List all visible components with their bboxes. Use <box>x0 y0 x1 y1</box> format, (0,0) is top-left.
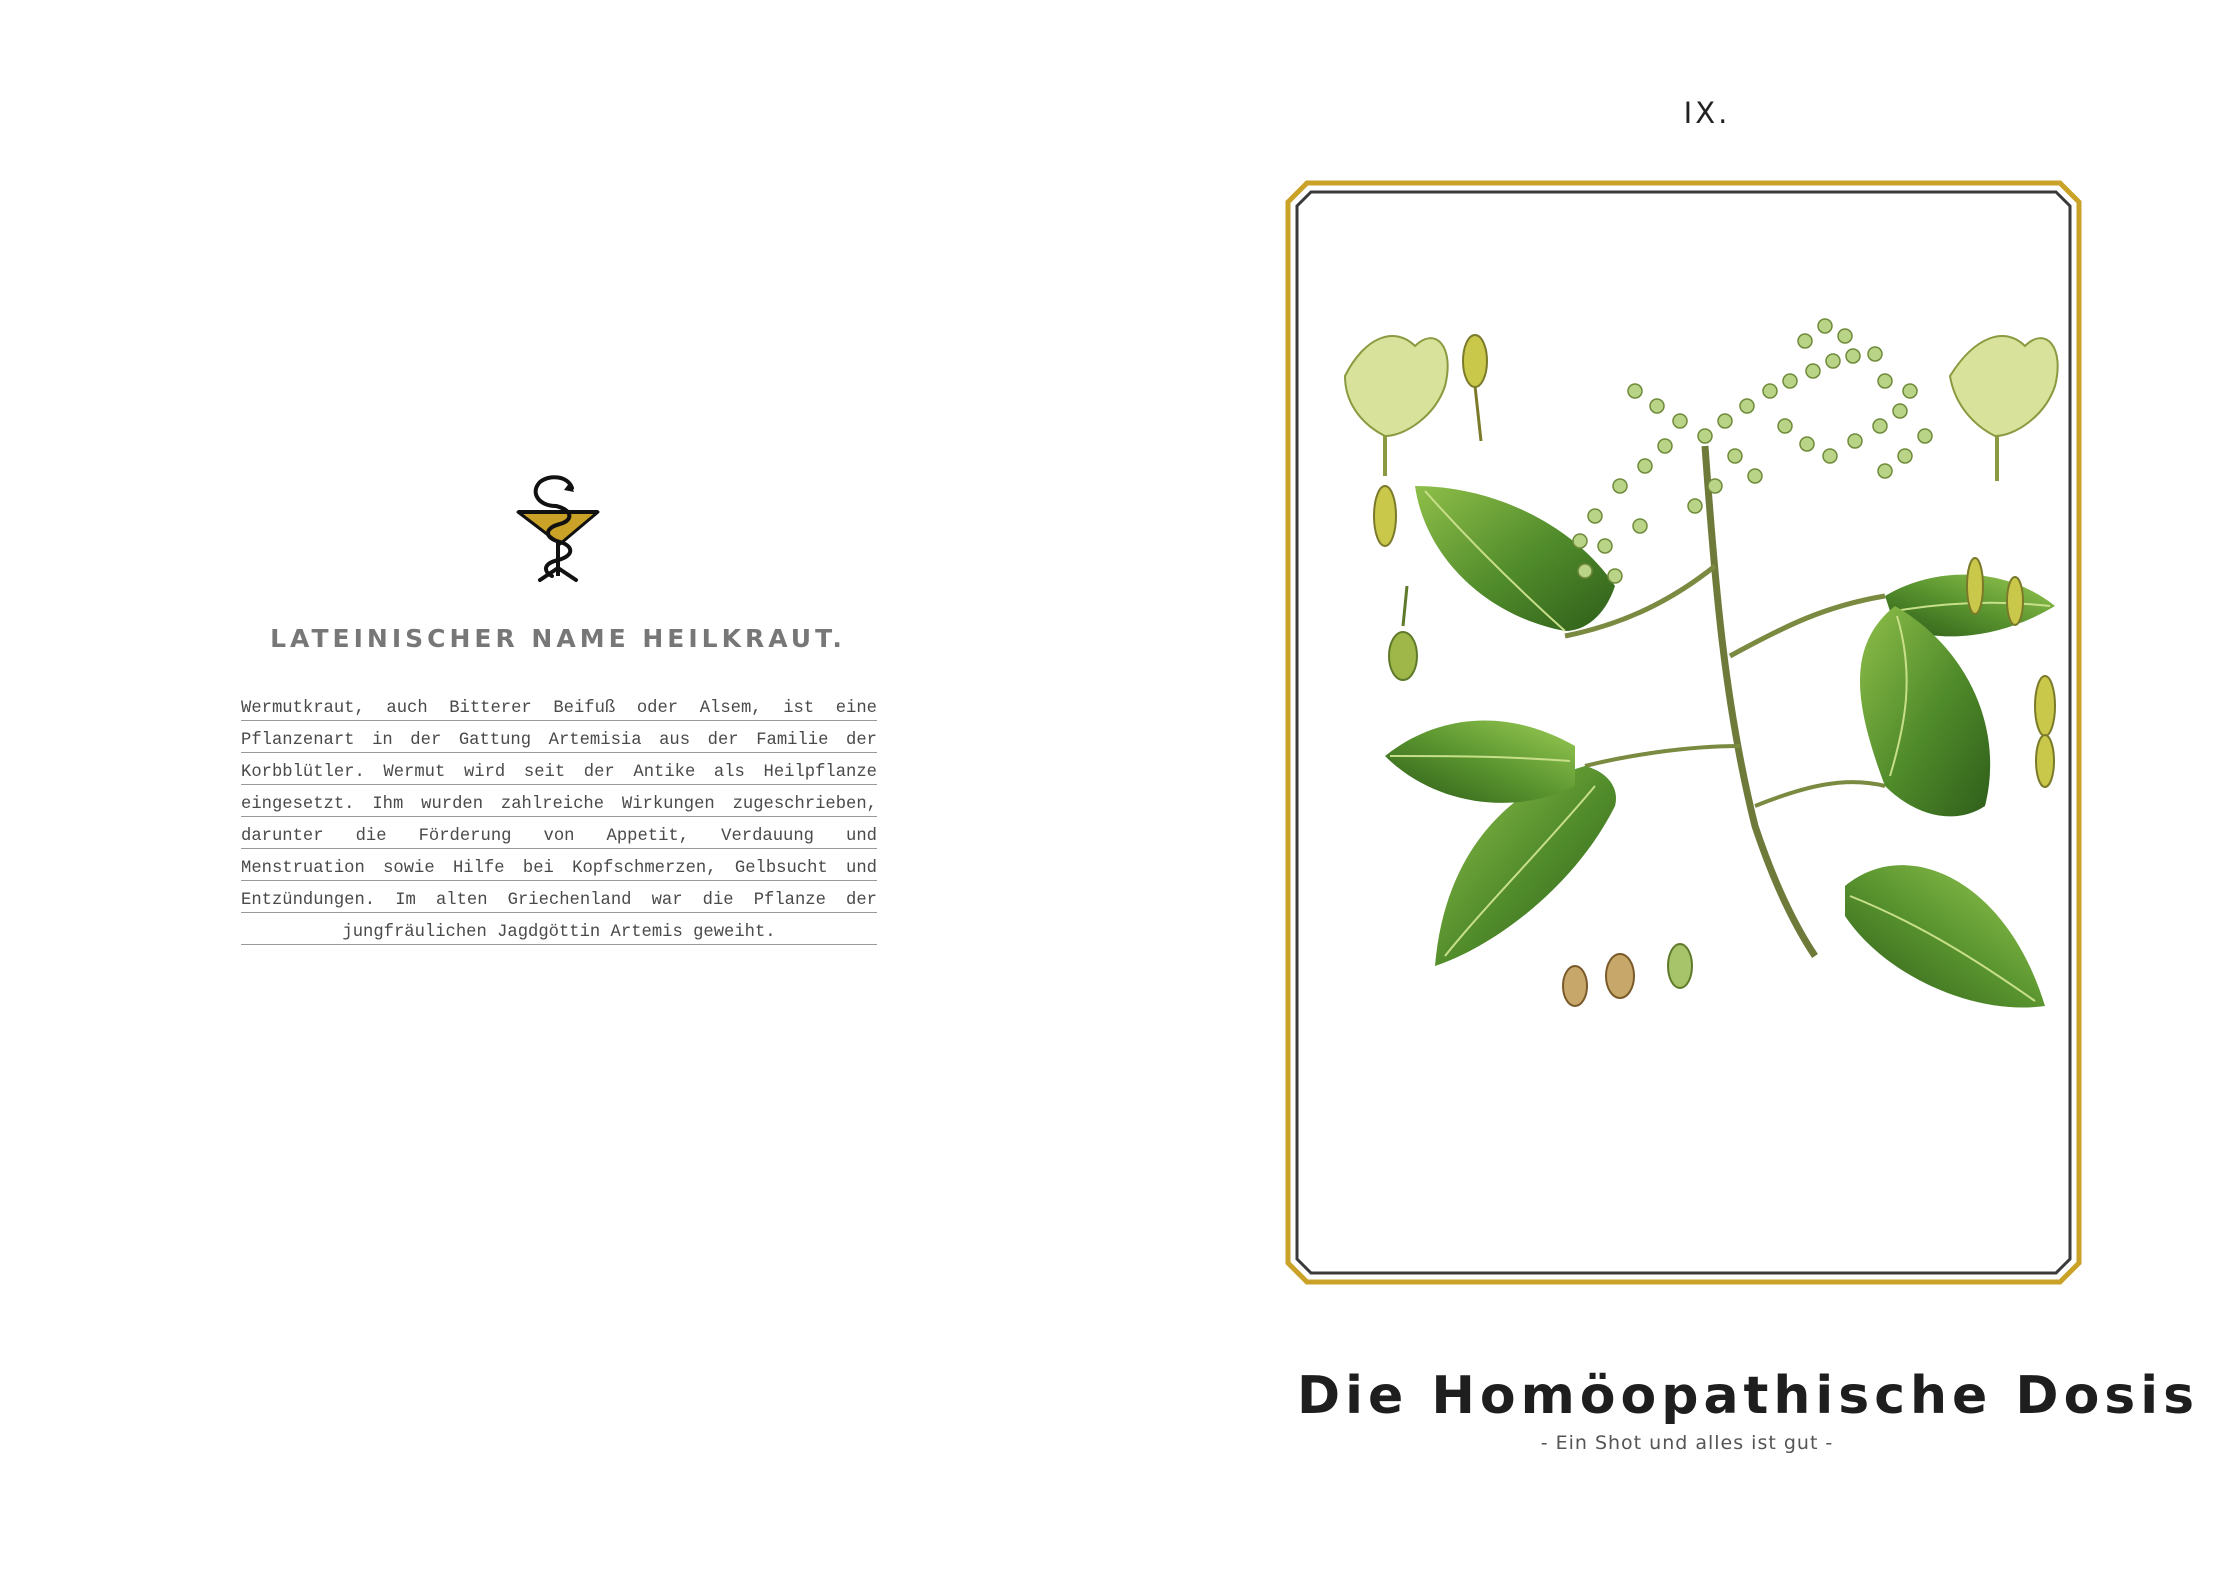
latin-name-heading: LATEINISCHER NAME HEILKRAUT. <box>270 624 846 653</box>
pharmacy-bowl-serpent-icon <box>512 472 604 584</box>
page-number: IX. <box>1683 96 1731 130</box>
herb-description: Wermutkraut, auch Bitterer Beifuß oder Alsem, ist eine Pflanzenart in der Gattung Artemisia aus der Familie der Korbblütler. Wermut wird seit der Antike als Heilpflanze eingesetzt. Ihm wurden zahlreiche Wirkungen zugeschrieben, darunter die Förderung von Appetit, Verdauung und Menstruation sowie Hilfe bei Kopfschmerzen, Gelbsucht und Entzündungen. Im alten Griechenland war die Pflanze der jungfräulichen Jagdgöttin Artemis geweiht. <box>241 693 877 949</box>
page-title: Die Homöopathische Dosis <box>1297 1366 2200 1426</box>
right-page <box>1107 0 2214 1571</box>
page-subtitle: - Ein Shot und alles ist gut - <box>1540 1432 1834 1454</box>
botanical-illustration <box>1285 186 2085 1106</box>
